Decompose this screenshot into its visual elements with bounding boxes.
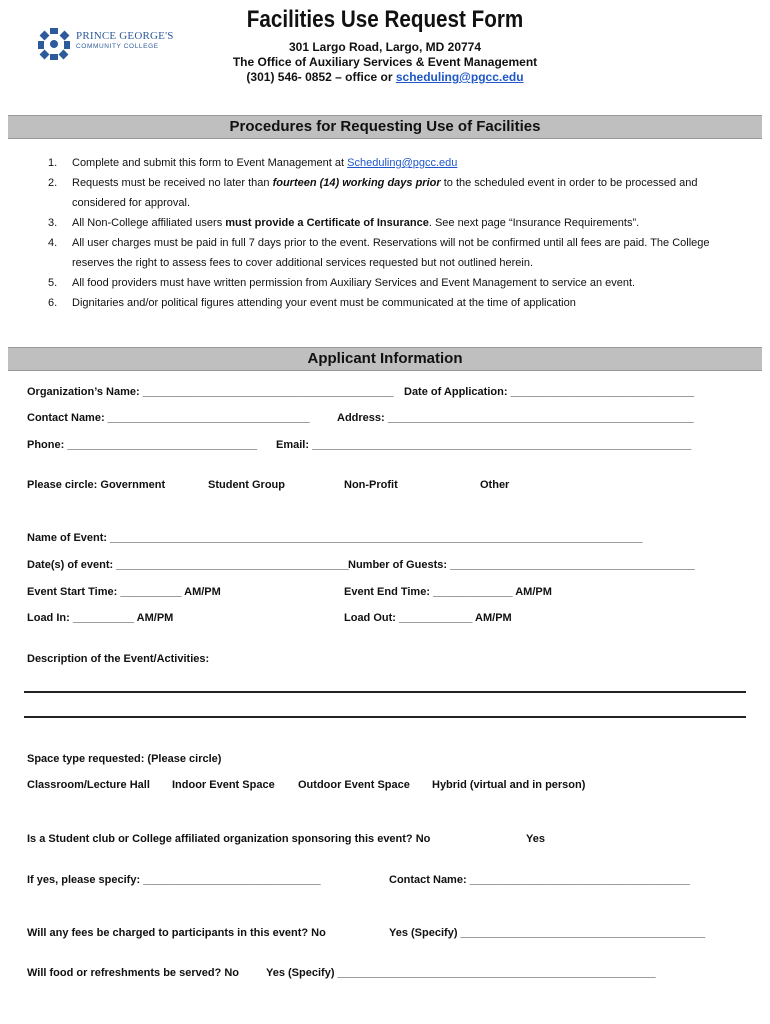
load-in-field[interactable]: Load In: __________ AM/PM bbox=[27, 612, 174, 624]
procedure-text: Dignitaries and/or political figures attending your event must be communicated at the time of application bbox=[72, 297, 576, 309]
procedure-number: 6. bbox=[48, 297, 58, 309]
event-start-time-field[interactable]: Event Start Time: __________ AM/PM bbox=[27, 586, 221, 598]
procedure-text: Requests must be received no later than bbox=[72, 177, 273, 189]
procedure-number: 5. bbox=[48, 277, 58, 289]
space-indoor-option[interactable]: Indoor Event Space bbox=[172, 779, 275, 791]
office-contact bbox=[0, 70, 770, 84]
procedure-text: . See next page “Insurance Requirements”. bbox=[428, 217, 640, 229]
procedure-text: Complete and submit this form to Event Management at bbox=[72, 157, 348, 169]
sponsor-contact-name-field[interactable]: Contact Name: ____________________________________ bbox=[389, 874, 690, 886]
procedures-heading: Procedures for Requesting Use of Facilities bbox=[8, 115, 762, 139]
description-line[interactable] bbox=[24, 716, 746, 718]
space-classroom-option[interactable]: Classroom/Lecture Hall bbox=[27, 779, 150, 791]
office-email-link[interactable]: scheduling@pgcc.edu bbox=[395, 70, 524, 84]
address-field[interactable]: Address: __________________________________________________ bbox=[337, 412, 694, 424]
organization-type-other[interactable]: Other bbox=[480, 479, 510, 491]
event-dates-field[interactable]: Date(s) of event: ______________________________________ bbox=[27, 559, 349, 571]
contact-name-field[interactable]: Contact Name: _________________________________ bbox=[27, 412, 310, 424]
logo-name: PRINCE GEORGE'S bbox=[76, 30, 174, 42]
number-of-guests-field[interactable]: Number of Guests: ________________________________________ bbox=[348, 559, 695, 571]
phone-field[interactable]: Phone: _______________________________ bbox=[27, 439, 257, 451]
event-name-field[interactable]: Name of Event: _______________________________________________________________________________________ bbox=[27, 532, 643, 544]
logo-subname: COMMUNITY COLLEGE bbox=[76, 43, 159, 50]
food-question[interactable]: Will food or refreshments be served? No bbox=[27, 967, 239, 979]
procedure-number: 1. bbox=[48, 157, 58, 169]
load-out-field[interactable]: Load Out: ____________ AM/PM bbox=[344, 612, 512, 624]
sponsor-question[interactable]: Is a Student club or College affiliated organization sponsoring this event? No bbox=[27, 833, 431, 845]
applicant-heading: Applicant Information bbox=[8, 347, 762, 371]
email-field[interactable]: Email: ______________________________________________________________ bbox=[276, 439, 692, 451]
date-of-application-field[interactable]: Date of Application: ______________________________ bbox=[404, 386, 695, 398]
event-end-time-field[interactable]: Event End Time: _____________ AM/PM bbox=[344, 586, 552, 598]
office-address: 301 Largo Road, Largo, MD 20774 bbox=[288, 40, 482, 54]
procedure-emphasis: fourteen (14) working days prior bbox=[272, 177, 441, 189]
scheduling-email-link[interactable]: Scheduling@pgcc.edu bbox=[347, 157, 458, 169]
procedure-number: 3. bbox=[48, 217, 58, 229]
procedure-number: 2. bbox=[48, 177, 58, 189]
procedure-text: All food providers must have written permission from Auxiliary Services and Event Management to service an event. bbox=[72, 277, 636, 289]
procedure-text: All Non-College affiliated users bbox=[72, 217, 226, 229]
procedure-text: All user charges must be paid in full 7 days prior to the event. Reservations will not be confirmed until all fees are paid. The College bbox=[72, 237, 710, 249]
organization-type-student-group[interactable]: Student Group bbox=[208, 479, 285, 491]
procedure-text: to the scheduled event in order to be processed and bbox=[440, 177, 698, 189]
office-name: The Office of Auxiliary Services & Event Management bbox=[232, 55, 538, 69]
sponsor-specify-field[interactable]: If yes, please specify: _____________________________ bbox=[27, 874, 321, 886]
fees-question[interactable]: Will any fees be charged to participants in this event? No bbox=[27, 927, 326, 939]
description-label: Description of the Event/Activities: bbox=[27, 653, 210, 665]
description-line[interactable] bbox=[24, 691, 746, 693]
organization-type-government[interactable]: Please circle: Government bbox=[27, 479, 166, 491]
procedure-text: considered for approval. bbox=[72, 197, 191, 209]
space-type-label: Space type requested: (Please circle) bbox=[27, 753, 222, 765]
procedure-text: reserves the right to assess fees to cover additional services requested but not outlined herein. bbox=[72, 257, 534, 269]
organization-type-non-profit[interactable]: Non-Profit bbox=[344, 479, 398, 491]
food-yes-specify-field[interactable]: Yes (Specify) ____________________________________________________ bbox=[266, 967, 656, 979]
fees-yes-specify-field[interactable]: Yes (Specify) ________________________________________ bbox=[389, 927, 706, 939]
form-title: Facilities Use Request Form bbox=[246, 6, 524, 33]
space-hybrid-option[interactable]: Hybrid (virtual and in person) bbox=[432, 779, 586, 791]
office-phone: (301) 546- 0852 – office or bbox=[246, 70, 396, 84]
procedure-number: 4. bbox=[48, 237, 58, 249]
organization-name-field[interactable]: Organization’s Name: _________________________________________ bbox=[27, 386, 394, 398]
space-outdoor-option[interactable]: Outdoor Event Space bbox=[298, 779, 410, 791]
sponsor-yes-option[interactable]: Yes bbox=[526, 833, 545, 845]
procedure-emphasis: must provide a Certificate of Insurance bbox=[225, 217, 429, 229]
